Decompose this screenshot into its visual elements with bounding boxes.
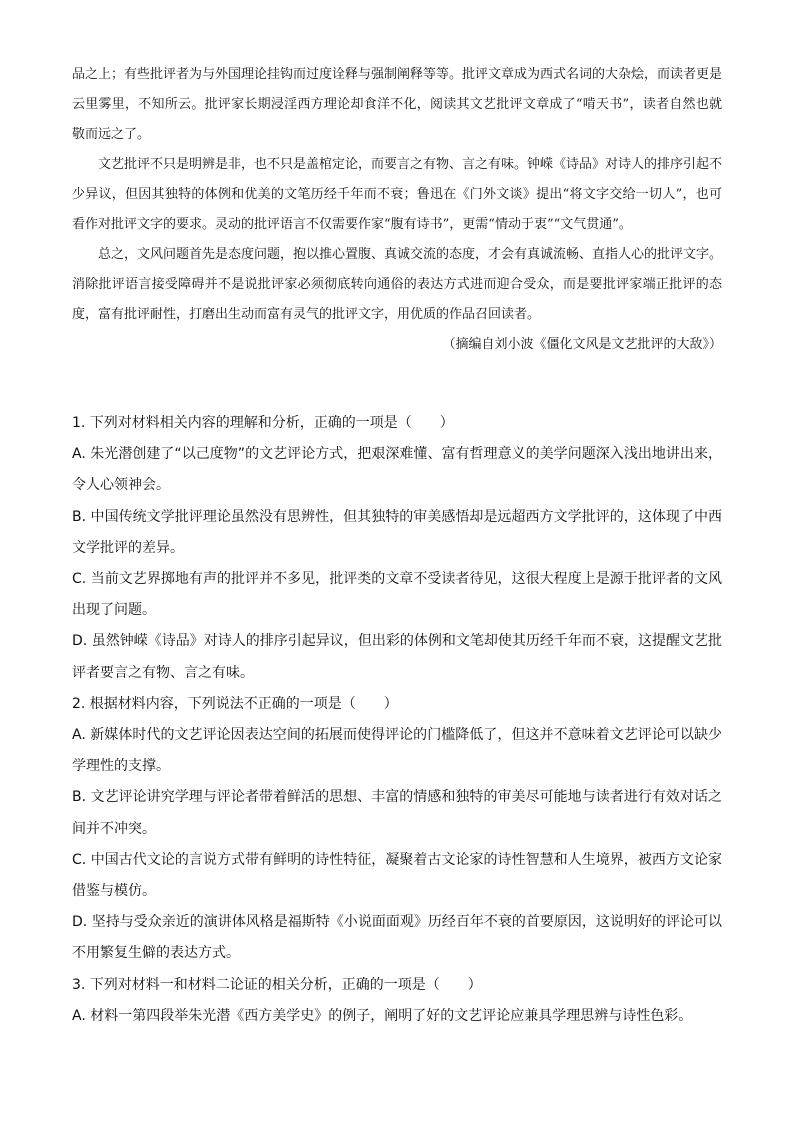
question-1-stem: 1. 下列对材料相关内容的理解和分析，正确的一项是（ ） [72, 415, 454, 431]
question-list [72, 408, 722, 1032]
question-2-stem: 2. 根据材料内容，下列说法不正确的一项是（ ） [72, 695, 398, 712]
question-2-option-d: D. 坚持与受众亲近的演讲体风格是福斯特《小说面面观》历经百年不衰的首要原因，这说明好的评论可以不用繁复生僻的表达方式。 [72, 914, 722, 962]
question-2-option-a: A. 新媒体时代的文艺评论因表达空间的拓展而使得评论的门槛降低了，但这并不意味着文艺评论可以缺少学理性的支撑。 [72, 727, 722, 775]
reading-passage [72, 60, 722, 360]
passage-paragraph-3: 总之，文风问题首先是态度问题，抱以推心置腹、真诚交流的态度，才会有真诚流畅、直指人心的批评文字。消除批评语言接受障碍并不是说批评家必须彻底转向通俗的表达方式进而迎合受众，而是要批评家端正批评的态度，富有批评耐性，打磨出生动而富有灵气的批评文字，用优质的作品召回读者。 [72, 247, 723, 322]
passage-paragraph-2: 文艺批评不只是明辨是非，也不只是盖棺定论，而要言之有物、言之有味。钟嵘《诗品》对诗人的排序引起不少异议，但因其独特的体例和优美的文笔历经千年而不衰；鲁迅在《门外文谈》提出“将文字交给一切人”，也可看作对批评文字的要求。灵动的批评语言不仅需要作家“腹有诗书”，更需“情动于衷”“文气贯通”。 [72, 157, 723, 232]
question-3-stem: 3. 下列对材料一和材料二论证的相关分析，正确的一项是（ ） [72, 976, 482, 993]
passage-source-citation: （摘编自刘小波《僵化文风是文艺批评的大敌》） [442, 337, 722, 352]
question-3-option-a: A. 材料一第四段举朱光潜《西方美学史》的例子，阐明了好的文艺评论应兼具学理思辨与诗性色彩。 [72, 1007, 693, 1024]
question-1-option-a: A. 朱光潜创建了“以己度物”的文艺评论方式，把艰深难懂、富有哲理意义的美学问题深入浅出地讲出来，令人心领神会。 [72, 446, 722, 494]
question-2-option-c: C. 中国古代文论的言说方式带有鲜明的诗性特征，凝聚着古文论家的诗性智慧和人生境界，被西方文论家借鉴与模仿。 [72, 851, 722, 900]
question-1-option-c: C. 当前文艺界掷地有声的批评并不多见，批评类的文章不受读者待见，这很大程度上是源于批评者的文风出现了问题。 [72, 571, 722, 619]
question-2-option-b: B. 文艺评论讲究学理与评论者带着鲜活的思想、丰富的情感和独特的审美尽可能地与读者进行有效对话之间并不冲突。 [72, 789, 722, 837]
question-1-option-b: B. 中国传统文学批评理论虽然没有思辨性，但其独特的审美感悟却是远超西方文学批评的，这体现了中西文学批评的差异。 [72, 508, 722, 556]
question-1-option-d: D. 虽然钟嵘《诗品》对诗人的排序引起异议，但出彩的体例和文笔却使其历经千年而不衰，这提醒文艺批评者要言之有物、言之有味。 [72, 633, 722, 681]
passage-paragraph-1: 品之上；有些批评者为与外国理论挂钩而过度诠释与强制阐释等等。批评文章成为西式名词的大杂烩，而读者更是云里雾里，不知所云。批评家长期浸淫西方理论却食洋不化，阅读其文艺批评文章成了“啃天书”，读者自然也就敬而远之了。 [72, 67, 723, 142]
